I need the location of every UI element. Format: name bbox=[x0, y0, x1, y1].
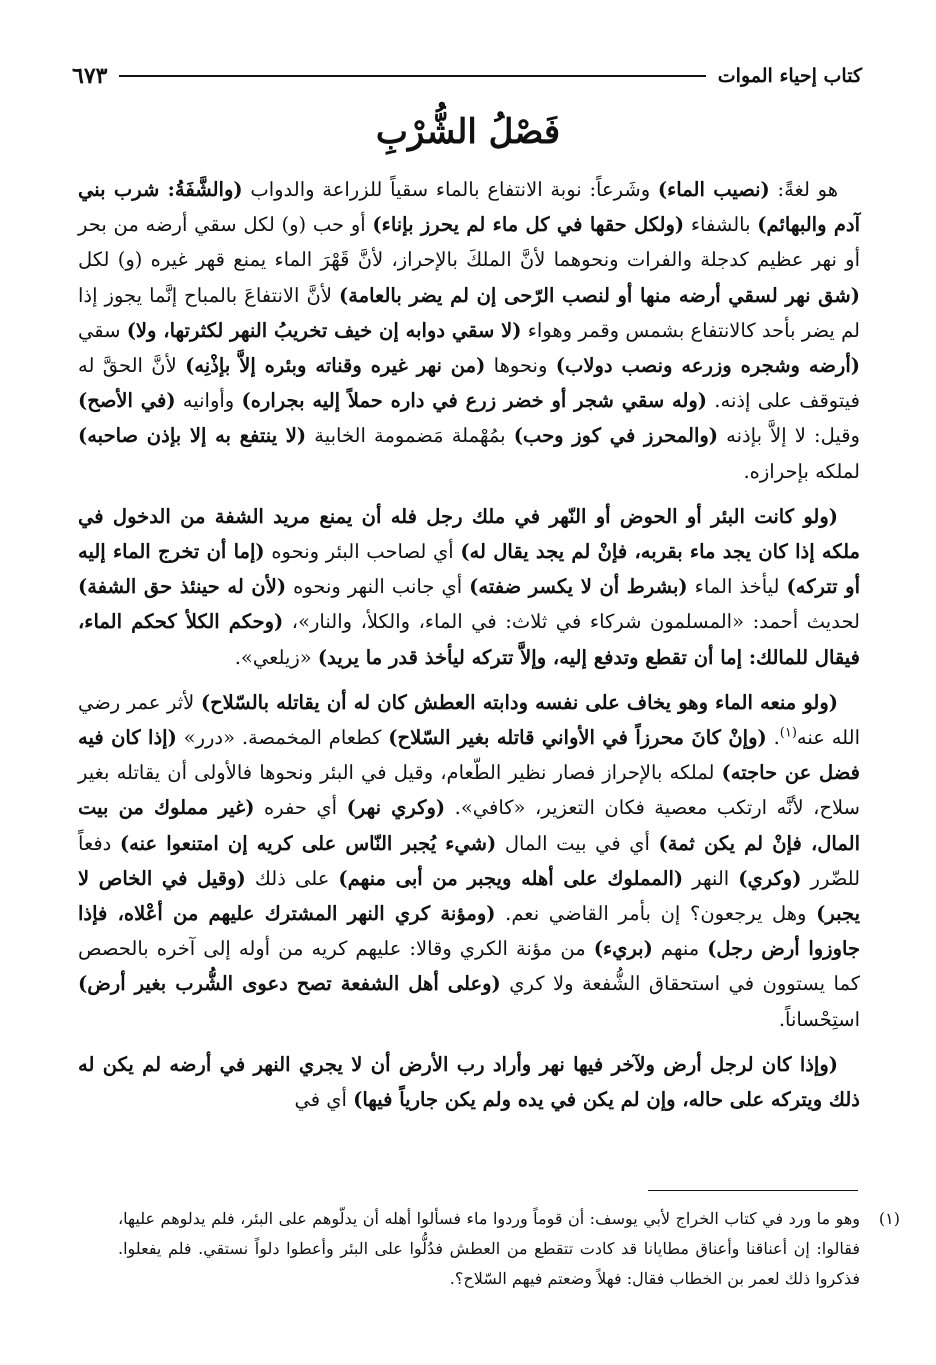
matn-text: (بشرط أن لا يكسر ضفته) bbox=[469, 575, 688, 599]
paragraph-1 bbox=[78, 172, 860, 489]
commentary-text: منهم bbox=[652, 937, 708, 961]
matn-text: (لا ينتفع به إلا بإذن صاحبه) bbox=[78, 424, 307, 448]
commentary-text: أي في bbox=[294, 1088, 354, 1112]
commentary-text: وأوانيه bbox=[175, 389, 242, 413]
commentary-text: سقي bbox=[78, 318, 127, 342]
commentary-text: «زيلعي». bbox=[234, 645, 318, 669]
commentary-text: وشَرعاً: نوبة الانتفاع بالماء سقياً للزراعة والدواب bbox=[242, 178, 658, 201]
commentary-text: وهل يرجعون؟ إن بأمر القاضي نعم. bbox=[495, 902, 817, 926]
matn-text: (أرضه وشجره وزرعه ونصب دولاب) bbox=[555, 354, 860, 378]
footnote-number: (١) bbox=[878, 1209, 900, 1228]
page-number: ٦٧٣ bbox=[72, 63, 108, 89]
commentary-text: ونحوها bbox=[485, 354, 556, 378]
commentary-text: من مؤنة الكري وقالا: عليهم كريه من أوله إلى آخره بالحصص كما يستوون في استحقاق الشُّفعة ولا كري bbox=[78, 937, 860, 996]
commentary-text: ليأخذ الماء bbox=[687, 575, 787, 599]
commentary-text: لملكه بإحرازه. bbox=[743, 459, 860, 483]
matn-text: (وقيل في الخاص لا يجبر) bbox=[78, 866, 860, 926]
commentary-text: أو حب (و) لكل سقي أرضه من بحر أو نهر عظيم كدجلة والفرات ونحوهما لأنَّ الملكَ بالإحراز، لأنَّ قَهْرَ الماء يمنع قهر غيره (و) لكل bbox=[78, 213, 860, 272]
header-rule bbox=[119, 75, 705, 77]
paragraph-3 bbox=[78, 685, 860, 1037]
matn-text: (والمحرز في كوز وحب) bbox=[513, 424, 719, 448]
matn-text: (من نهر غيره وقناته وبئره إلاَّ بإذْنِه) bbox=[185, 354, 486, 378]
matn-text: (وحكم الكلأ كحكم الماء، فيقال للمالك: إما أن تقطع وتدفع إليه، وإلاَّ تتركه ليأخذ قدر ما يريد) bbox=[78, 610, 860, 669]
paragraph-4 bbox=[78, 1047, 860, 1117]
section-title: فَصْلُ الشُّرْبِ bbox=[375, 112, 561, 152]
matn-text: (والشَّفَةُ: شرب بني آدم والبهائم) bbox=[78, 178, 861, 237]
commentary-text: على ذلك bbox=[245, 866, 339, 890]
matn-text: (لأن له حينئذ حق الشفة) bbox=[78, 575, 287, 599]
commentary-text: وقيل: لا إلاَّ بإذنه bbox=[718, 424, 860, 448]
commentary-text: أي جانب النهر ونحوه bbox=[286, 575, 470, 599]
commentary-text: أي لصاحب البئر ونحوه bbox=[264, 540, 461, 564]
commentary-text: أي في بيت المال bbox=[496, 831, 659, 855]
running-header bbox=[72, 56, 862, 96]
matn-text: (في الأصح) bbox=[78, 389, 176, 413]
matn-text: (وإذا كان لرجل أرض ولآخر فيها نهر وأراد رب الأرض أن لا يجري النهر في أرضه لم يكن له ذلك ويتركه على حاله، وإن لم يكن في يده ولم يكن جارياً فيها) bbox=[78, 1052, 860, 1112]
matn-text: (إذا كان فيه فضل عن حاجته) bbox=[78, 726, 861, 785]
running-title: كتاب إحياء الموات bbox=[717, 65, 862, 87]
commentary-text: النهر bbox=[683, 866, 739, 890]
matn-text: (وكري نهر) bbox=[346, 796, 446, 820]
commentary-text: استِحْساناً. bbox=[778, 1007, 860, 1031]
matn-text: (بريء) bbox=[593, 937, 653, 961]
commentary-text: بمُهْملة مَضمومة الخابية bbox=[306, 424, 514, 448]
matn-text: (المملوك على أهله ويجبر من أبى منهم) bbox=[338, 866, 684, 890]
paragraph-2 bbox=[78, 499, 860, 675]
matn-text: (ومؤنة كري النهر المشترك عليهم من أعْلاه، فإذا جاوزوا أرض رجل) bbox=[78, 902, 860, 961]
body-text bbox=[78, 172, 860, 1127]
matn-text: (وكري) bbox=[738, 866, 802, 890]
matn-text: (إما أن تخرج الماء إليه أو تتركه) bbox=[78, 540, 860, 599]
matn-text: (وله سقي شجر أو خضر زرع في داره حملاً إليه بجراره) bbox=[241, 389, 708, 413]
commentary-text: هو لغةً: bbox=[769, 178, 839, 201]
matn-text: (نصيب الماء) bbox=[657, 178, 770, 201]
matn-text: (وإنْ كانَ محرزاً في الأواني قاتله بغير السّلاح) bbox=[388, 726, 767, 750]
commentary-text: . bbox=[766, 726, 780, 750]
footnote bbox=[118, 1204, 900, 1294]
commentary-text: دفعاً للضّرر bbox=[78, 831, 861, 890]
matn-text: (شق نهر لسقي أرضه منها أو لنصب الرّحى إن لم يضر بالعامة) bbox=[338, 283, 860, 307]
matn-text: (شيء يُجبر النّاس على كريه إن امتنعوا عنه) bbox=[119, 831, 497, 855]
matn-text: (ولكل حقها في كل ماء لم يحرز بإناء) bbox=[372, 213, 685, 237]
footnote-text: وهو ما ورد في كتاب الخراج لأبي يوسف: أن قوماً وردوا ماء فسألوا أهله أن يدلّوهم على البئر، فلم يدلوهم عليها، فقالوا: إن أعناقنا وأعناق مطايانا قد كادت تتقطع من العطش فدُلُّوا على البئر وأعطوا دلواً نستقي. فلم يفعلوا. فذكروا ذلك لعمر بن الخطاب فقال: فهلاً وضعتم فيهم السّلاح؟. bbox=[118, 1209, 860, 1288]
matn-text: (وعلى أهل الشفعة تصح دعوى الشُّرب بغير أرض) bbox=[78, 972, 501, 996]
commentary-text: لملكه بالإحراز فصار نظير الطّعام، وقيل في البئر ونحوها فالأولى أن يقاتله بغير سلاح، لأنَّه ارتكب معصية فكان التعزير، «كافي». bbox=[78, 761, 861, 820]
matn-text: (لا سقي دوابه إن خيف تخريبُ النهر لكثرتها، ولا) bbox=[126, 318, 522, 342]
commentary-text: لأثر عمر رضي الله عنه bbox=[78, 690, 860, 750]
matn-text: (غير مملوك من بيت المال، فإنْ لم يكن ثمة) bbox=[78, 796, 860, 855]
commentary-text: لحديث أحمد: «المسلمون شركاء في ثلاث: في الماء، والكلأ، والنار»، bbox=[283, 610, 860, 634]
commentary-text: لأنَّ الحقَّ له فيتوقف على إذنه. bbox=[78, 354, 860, 413]
commentary-text: لأنَّ الانتفاعَ بالمباح إنَّما يجوز إذا لم يضر بأحد كالانتفاع بشمس وقمر وهواء bbox=[78, 283, 860, 342]
commentary-text: كطعام المخمصة. «درر» bbox=[176, 726, 389, 750]
footnote-ref: (١) bbox=[779, 725, 797, 741]
matn-text: (ولو كانت البئر أو الحوض أو النّهر في ملك رجل فله أن يمنع مريد الشفة من الدخول في ملكه إذا كان يجد ماء بقربه، فإنْ لم يجد يقال له) bbox=[78, 504, 860, 564]
matn-text: (ولو منعه الماء وهو يخاف على نفسه ودابته العطش كان له أن يقاتله بالسّلاح) bbox=[200, 690, 838, 714]
commentary-text: أي حفره bbox=[254, 796, 347, 820]
commentary-text: بالشفاء bbox=[684, 213, 758, 237]
footnote-rule bbox=[648, 1190, 858, 1191]
